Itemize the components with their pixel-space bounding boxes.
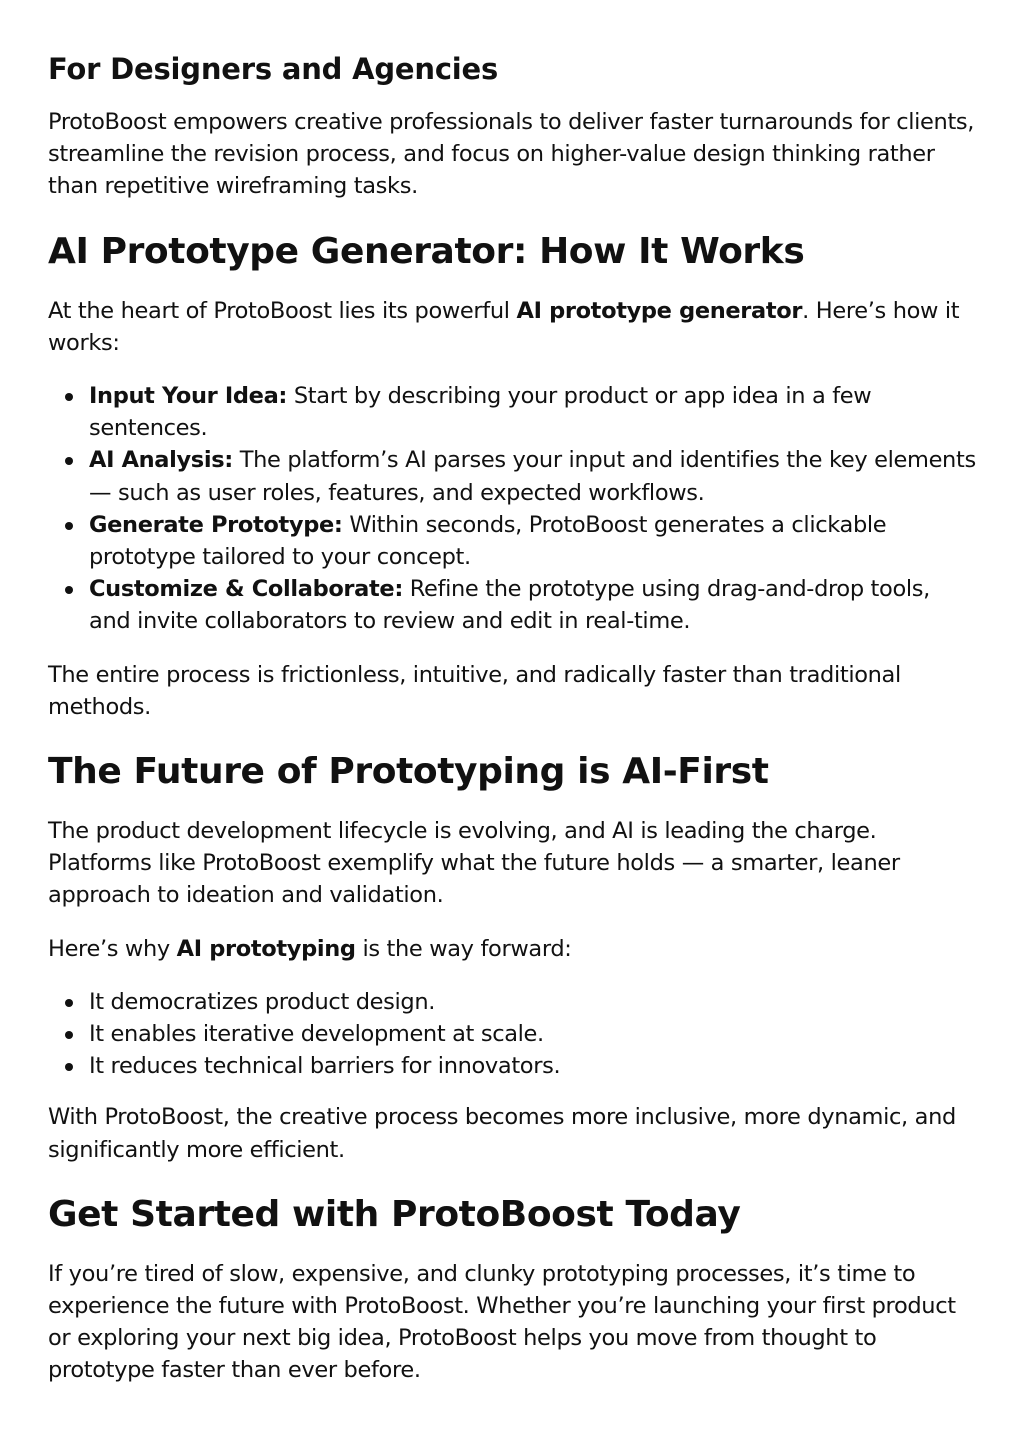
step-label: Customize & Collaborate: xyxy=(89,576,403,603)
step-list-item xyxy=(89,380,976,444)
future-prototyping-why xyxy=(48,933,976,965)
step-text: Start by describing your product or app idea in a few sentences. xyxy=(89,383,872,442)
intro-bold-term: AI prototype generator xyxy=(516,297,803,324)
future-prototyping-summary: With ProtoBoost, the creative process becomes more inclusive, more dynamic, and significantly more efficient. xyxy=(48,1104,956,1163)
how-it-works-summary: The entire process is frictionless, intuitive, and radically faster than traditional methods. xyxy=(48,661,901,720)
future-prototyping-paragraph: The product development lifecycle is evolving, and AI is leading the charge. Platforms like ProtoBoost exemplify what the future holds — a smarter, leaner approach to ideation and validation. xyxy=(48,818,900,909)
step-text: Refine the prototype using drag-and-drop tools, and invite collaborators to review and edit in real-time. xyxy=(89,576,930,635)
step-label: Generate Prototype: xyxy=(89,511,343,538)
section-heading-designers-agencies: For Designers and Agencies xyxy=(48,52,499,86)
why-bold-term: AI prototyping xyxy=(176,935,356,962)
reason-list-item: It enables iterative development at scale. xyxy=(89,1018,976,1050)
step-list-item xyxy=(89,444,976,508)
reason-list-item: It reduces technical barriers for innovators. xyxy=(89,1050,976,1082)
how-it-works-steps-list xyxy=(48,380,976,638)
get-started-paragraph: If you’re tired of slow, expensive, and clunky prototyping processes, it’s time to experience the future with ProtoBoost. Whether you’re launching your first product or exploring your next big idea, ProtoBoost helps you move from thought to prototype faster than ever before. xyxy=(48,1260,956,1384)
step-list-item xyxy=(89,509,976,573)
how-it-works-intro xyxy=(48,295,976,359)
step-text: Within seconds, ProtoBoost generates a clickable prototype tailored to your concept. xyxy=(89,511,887,571)
step-label: Input Your Idea: xyxy=(89,383,288,410)
step-text: The platform’s AI parses your input and identifies the key elements — such as user roles, features, and expected workflows. xyxy=(89,447,976,506)
section-heading-get-started: Get Started with ProtoBoost Today xyxy=(48,1193,741,1235)
step-list-item xyxy=(89,573,976,637)
section-paragraph-designers-agencies: ProtoBoost empowers creative professionals to deliver faster turnarounds for clients, streamline the revision process, and focus on higher-value design thinking rather than repetitive wireframing tasks. xyxy=(48,109,975,200)
section-heading-future-prototyping: The Future of Prototyping is AI-First xyxy=(48,751,769,793)
step-label: AI Analysis: xyxy=(89,447,233,474)
reasons-list xyxy=(48,986,976,1083)
why-text-end: is the way forward: xyxy=(355,935,572,962)
section-heading-how-it-works: AI Prototype Generator: How It Works xyxy=(48,230,805,272)
intro-text-end: . Here’s how it works: xyxy=(48,297,960,356)
why-text-start: Here’s why xyxy=(48,935,177,962)
reason-list-item: It democratizes product design. xyxy=(89,986,976,1018)
intro-text-start: At the heart of ProtoBoost lies its powerful xyxy=(48,297,517,324)
